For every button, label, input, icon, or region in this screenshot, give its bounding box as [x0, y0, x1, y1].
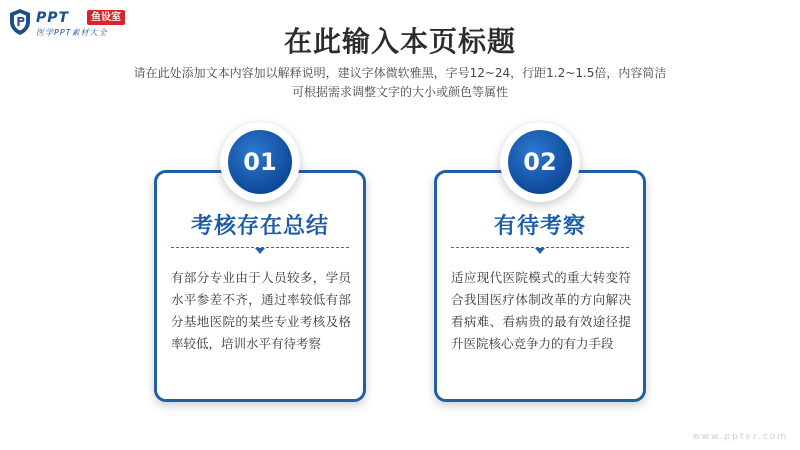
watermark: www.ppter.com [692, 432, 788, 442]
card-2 [434, 170, 646, 402]
triangle-down-icon [255, 248, 265, 254]
badge-number: 02 [508, 130, 572, 194]
card-body: 适应现代医院模式的重大转变符合我国医疗体制改革的方向解决看病难、看病贵的最有效途径提升医院核心竞争力的有力手段 [451, 270, 631, 351]
badge-number: 01 [228, 130, 292, 194]
subtitle-line-1: 请在此处添加文本内容加以解释说明，建议字体微软雅黑，字号12~24，行距1.2~1.5倍，内容简洁 [133, 66, 667, 80]
card-heading: 考核存在总结 [190, 214, 329, 239]
logo-tagline: 医学PPT素材大全 [36, 28, 108, 37]
card-heading: 有待考察 [493, 214, 586, 239]
subtitle-line-2: 可根据需求调整文字的大小或颜色等属性 [291, 85, 508, 99]
card-body: 有部分专业由于人员较多，学员水平参差不齐，通过率较低有部分基地医院的某些专业考核及格率较低，培训水平有待考察 [171, 270, 351, 351]
page-title: 在此输入本页标题 [283, 25, 516, 58]
triangle-down-icon [535, 248, 545, 254]
logo-wordmark: PPT [36, 10, 70, 26]
number-badge-1 [220, 122, 300, 202]
card-1 [154, 170, 366, 402]
number-badge-2 [500, 122, 580, 202]
logo-badge: 鱼设室 [87, 10, 125, 25]
